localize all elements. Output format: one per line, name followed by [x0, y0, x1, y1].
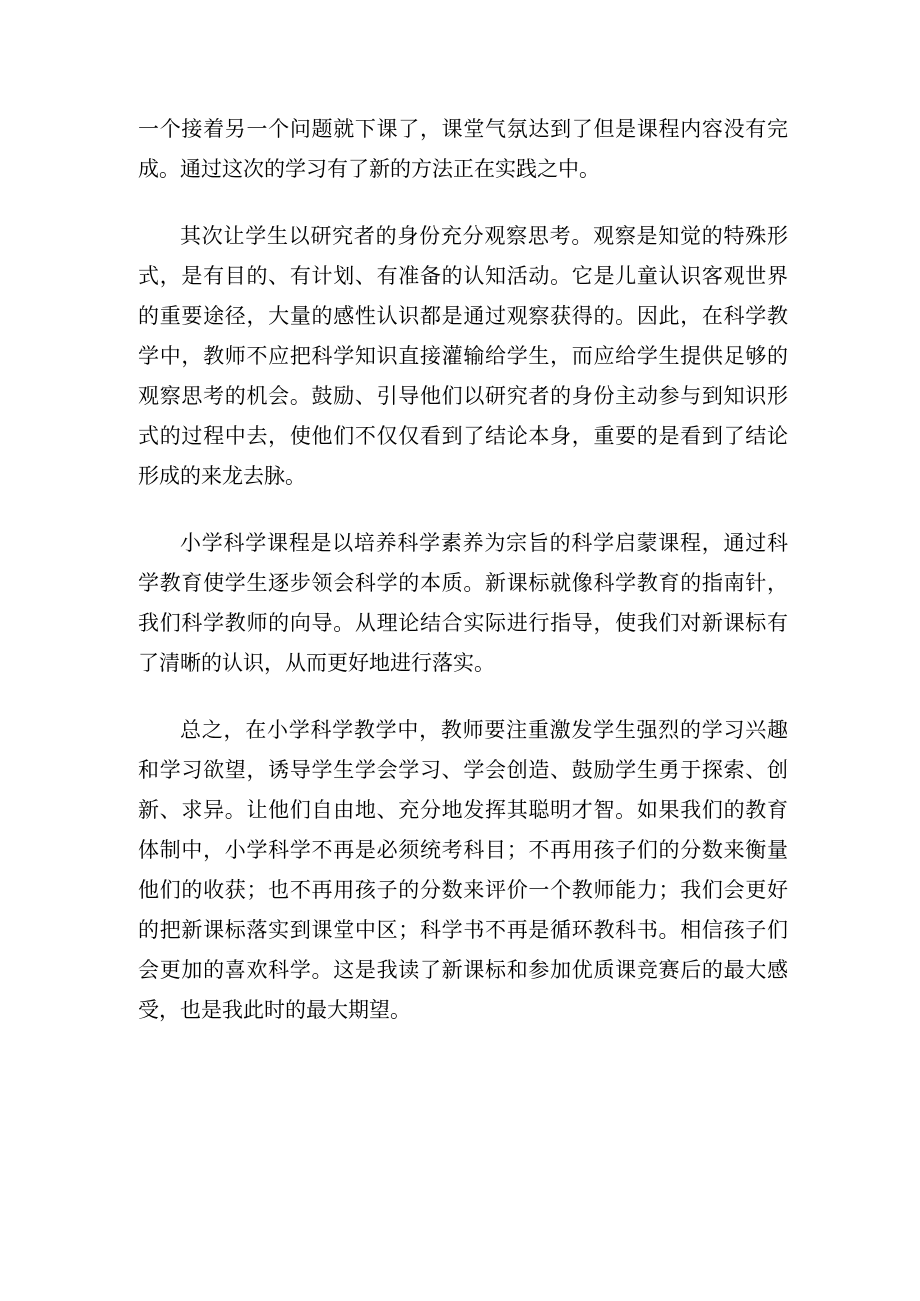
text-line: 成。通过这次的学习有了新的方法正在实践之中。: [138, 157, 600, 181]
paragraph-1: [138, 109, 788, 189]
text-line: 其次让学生以研究者的身份充分观察思考。观察是知觉的特殊形: [180, 224, 788, 248]
text-line: 小学科学课程是以培养科学素养为宗旨的科学启蒙课程，通过科: [180, 531, 788, 555]
text-line: 一个接着另一个问题就下课了，课堂气氛达到了但是课程内容没有完: [138, 117, 788, 141]
text-line: 式的过程中去，使他们不仅仅看到了结论本身，重要的是看到了结论: [138, 424, 788, 448]
paragraph-4: [138, 710, 788, 1030]
text-line: 总之，在小学科学教学中，教师要注重激发学生强烈的学习兴趣: [180, 718, 788, 742]
text-line: 学教育使学生逐步领会科学的本质。新课标就像科学教育的指南针，: [138, 571, 788, 595]
paragraph-2: [138, 216, 788, 496]
text-line: 的重要途径，大量的感性认识都是通过观察获得的。因此，在科学教: [138, 304, 788, 328]
text-line: 他们的收获；也不再用孩子的分数来评价一个教师能力；我们会更好: [138, 878, 788, 902]
text-line: 的把新课标落实到课堂中区；科学书不再是循环教科书。相信孩子们: [138, 918, 788, 942]
text-line: 观察思考的机会。鼓励、引导他们以研究者的身份主动参与到知识形: [138, 384, 788, 408]
text-line: 和学习欲望，诱导学生学会学习、学会创造、鼓励学生勇于探索、创: [138, 758, 788, 782]
text-line: 体制中，小学科学不再是必须统考科目；不再用孩子们的分数来衡量: [138, 838, 788, 862]
text-line: 受，也是我此时的最大期望。: [138, 998, 411, 1022]
paragraph-3: [138, 523, 788, 683]
text-line: 新、求异。让他们自由地、充分地发挥其聪明才智。如果我们的教育: [138, 798, 788, 822]
text-line: 形成的来龙去脉。: [138, 464, 306, 488]
text-line: 学中，教师不应把科学知识直接灌输给学生，而应给学生提供足够的: [138, 344, 788, 368]
text-line: 会更加的喜欢科学。这是我读了新课标和参加优质课竞赛后的最大感: [138, 958, 788, 982]
text-line: 我们科学教师的向导。从理论结合实际进行指导，使我们对新课标有: [138, 611, 788, 635]
text-line: 了清晰的认识，从而更好地进行落实。: [138, 651, 495, 675]
text-line: 式，是有目的、有计划、有准备的认知活动。它是儿童认识客观世界: [138, 264, 788, 288]
document-body: [138, 109, 788, 1057]
